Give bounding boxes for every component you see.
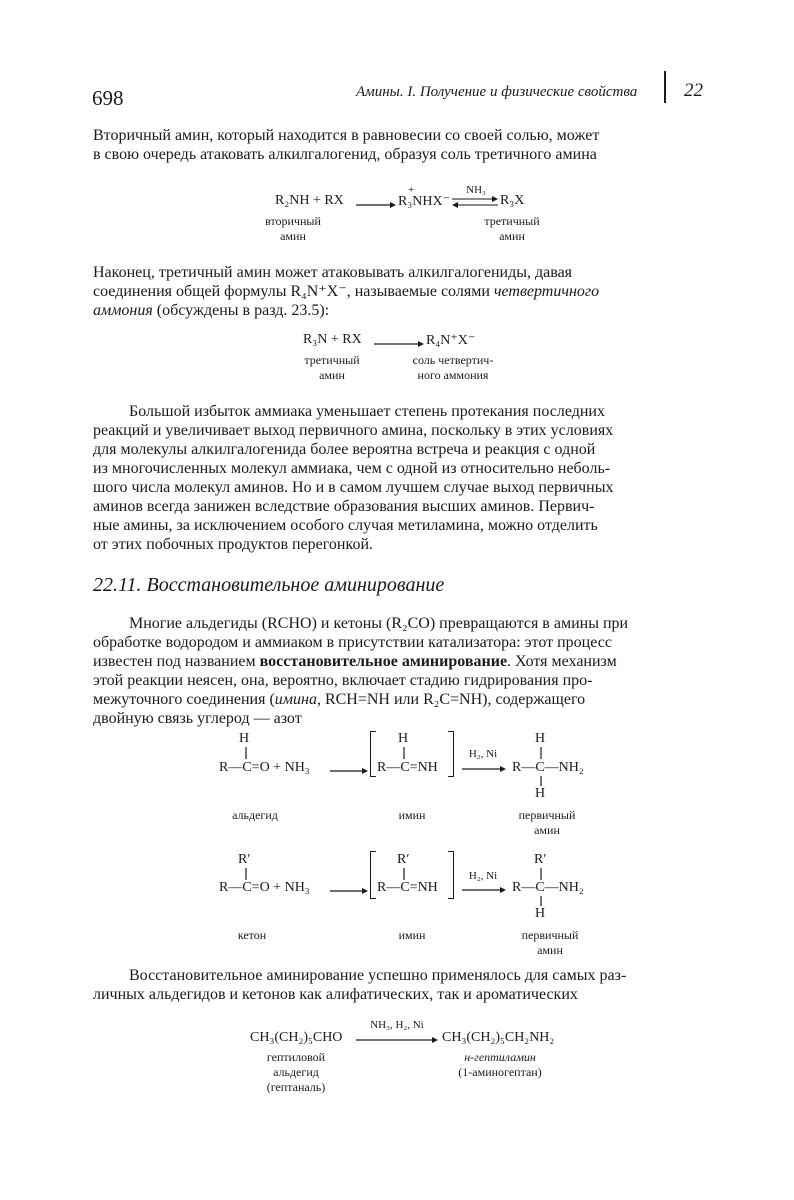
eq3-right: CH₃(CH₂)₅CH₂NH₂ [442, 1030, 555, 1045]
eq2-label-right-2: ного аммония [417, 368, 489, 382]
eq1-label-right-2: амин [499, 229, 525, 243]
s1-imine: R—C=NH [377, 760, 438, 775]
eq3-label-right [445, 1050, 555, 1080]
eq2-label-left-1: третичный [304, 353, 360, 367]
para3-line-7: ные амины, за исключением особого случая метиламина, можно отделить [93, 517, 598, 534]
eq2-arrow [374, 340, 424, 348]
eq3-reagent: NH₃, H₂, Ni [370, 1019, 424, 1031]
s1-reactants: R—C=O + NH₃ [219, 760, 310, 775]
s2-label-amine [510, 928, 590, 958]
eq2-left: R₃N + RX [303, 332, 362, 347]
s2-bond-vertical [245, 868, 247, 880]
s2-reagent: H₂, Ni [468, 870, 498, 882]
eq2-label-left [292, 353, 372, 383]
para5-line-2: личных альдегидов и кетонов как алифатических, так и ароматических [93, 986, 578, 1003]
eq3-label-right-1: н-гептиламин [464, 1050, 536, 1064]
s1-reagent: H₂, Ni [468, 748, 498, 760]
s2-product-bond-top [540, 868, 542, 880]
para2-line-1: Наконец, третичный амин может атаковывать алкилгалогениды, давая [93, 264, 573, 281]
para4-line-5-text: межуточного соединения ( [93, 691, 275, 708]
s1-top-substituent: H [239, 731, 250, 746]
section-heading: 22.11. Восстановительное аминирование [93, 574, 445, 596]
eq1-arrow [356, 201, 396, 209]
s2-product-top: R′ [534, 852, 547, 867]
para4-line-3-text: известен под названием [93, 653, 260, 670]
para3-line-8: от этих побочных продуктов перегонкой. [93, 536, 374, 553]
s1-arrow-1 [330, 767, 368, 775]
para2-line-3-text: (обсуждены в разд. 23.5): [152, 302, 330, 319]
para4-line-6: двойную связь углерод — азот [93, 710, 302, 727]
s1-product-bond-bottom [540, 776, 542, 786]
para3-line-3: для молекулы алкилгалогенида более вероятна встреча и реакция с одной [93, 441, 596, 458]
eq1-reagent: NH₃ [466, 184, 486, 196]
eq3-arrow [356, 1036, 438, 1044]
para4-line-3-tail: . Хотя механизм [507, 653, 617, 670]
paragraph-2 [93, 263, 708, 320]
para2-line-2-italic: четвертичного [493, 283, 600, 300]
eq1-middle: R₃NHX⁻ [398, 194, 450, 209]
para4-line-1: Многие альдегиды (RCHO) и кетоны (R₂CO) превращаются в амины при [129, 615, 629, 632]
s1-label-imine: имин [398, 808, 426, 822]
para3-line-5: шого числа молекул аминов. Но и в самом лучшем случае выход первичных [93, 479, 614, 496]
eq3-label-left [248, 1050, 344, 1095]
s1-label-amine-2: амин [534, 823, 560, 837]
s1-product: R—C—NH₂ [512, 760, 584, 775]
paragraph-1 [93, 126, 708, 164]
s2-bracket-left [370, 851, 376, 899]
eq1-left: R₂NH + RX [275, 193, 344, 208]
para4-line-5-italic: имина, [274, 691, 321, 708]
s2-arrow-2 [462, 886, 506, 894]
s2-product-bond-bottom [540, 896, 542, 906]
eq3-label-right-2: (1-аминогептан) [458, 1065, 542, 1079]
s2-arrow-1 [330, 887, 368, 895]
para4-line-5-tail: RCH=NH или R₂C=NH), содержащего [320, 691, 586, 708]
para5-line-1: Восстановительное аминирование успешно применялось для самых раз- [129, 967, 627, 984]
s2-imine-substituent: R′ [397, 852, 410, 867]
s1-bond-vertical [245, 747, 247, 759]
s2-product: R—C—NH₂ [512, 880, 584, 895]
eq2-label-left-2: амин [319, 368, 345, 382]
para2-line-2-text: соединения общей формулы R₄N⁺X⁻, называемые солями [93, 283, 494, 300]
s2-reactants: R—C=O + NH₃ [219, 880, 310, 895]
s1-product-bond-top [540, 747, 542, 759]
para4-line-3 [93, 652, 708, 671]
para4-line-3-bold: восстановительное аминирование [259, 653, 508, 670]
s2-label-amine-2: амин [537, 943, 563, 957]
para1-line-2: в свою очередь атаковать алкилгалогенид, образуя соль третичного амина [93, 146, 597, 163]
para3-line-2: реакций и увеличивает выход первичного амина, поскольку в этих условиях [93, 422, 614, 439]
eq1-label-right-1: третичный [484, 214, 540, 228]
eq1-label-left [253, 214, 333, 244]
s1-arrow-2 [462, 765, 506, 773]
s1-bracket-right [448, 731, 454, 777]
para4-line-5 [93, 690, 708, 709]
s1-label-amine-1: первичный [518, 808, 576, 822]
para3-line-4: из многочисленных молекул аммиака, чем с одной из относительно неболь- [93, 460, 611, 477]
para4-line-4: этой реакции неясен, она, вероятно, включает стадию гидрирования про- [93, 672, 593, 689]
s2-imine-bond [403, 868, 405, 880]
para4-line-2: обработке водородом и аммиаком в присутствии катализатора: этот процесс [93, 634, 612, 651]
s2-label-amine-1: первичный [521, 928, 579, 942]
chapter-number: 22 [684, 80, 703, 101]
eq3-left: CH₃(CH₂)₅CHO [250, 1030, 343, 1045]
eq1-equilibrium-arrow [452, 196, 498, 208]
para3-line-6: аминов всегда занижен вследствие образования высших аминов. Первич- [93, 498, 595, 515]
eq1-right: R₃X [500, 193, 525, 208]
s2-top-substituent: R′ [238, 852, 251, 867]
eq3-label-left-1: гептиловой [266, 1050, 326, 1064]
s1-bracket-left [370, 731, 376, 777]
eq2-right: R₄N⁺X⁻ [426, 333, 476, 348]
header-divider [664, 71, 666, 103]
running-title: Амины. I. Получение и физические свойства [356, 84, 638, 100]
eq1-label-right [472, 214, 552, 244]
para3-line-1: Большой избыток аммиака уменьшает степень протекания последних [129, 403, 605, 420]
para2-line-3 [93, 301, 708, 320]
page-number: 698 [92, 86, 124, 110]
s2-label-imine: имин [398, 928, 426, 942]
eq2-label-right [398, 353, 508, 383]
s1-product-bottom: H [535, 786, 546, 801]
s1-label-amine [507, 808, 587, 838]
eq1-label-left-1: вторичный [265, 214, 321, 228]
s2-bracket-right [448, 851, 454, 899]
para2-line-3-italic: аммония [93, 302, 153, 319]
s2-imine: R—C=NH [377, 880, 438, 895]
eq3-label-left-2: альдегид [273, 1065, 319, 1079]
paragraph-5 [93, 966, 708, 1004]
eq1-charge: + [408, 184, 415, 196]
s2-label-ketone: кетон [237, 928, 267, 942]
s1-label-aldehyde: альдегид [232, 808, 278, 822]
s1-imine-bond [403, 747, 405, 759]
paragraph-4 [93, 614, 708, 728]
paragraph-3 [93, 402, 708, 554]
s1-imine-substituent: H [398, 731, 409, 746]
eq1-label-left-2: амин [280, 229, 306, 243]
para1-line-1: Вторичный амин, который находится в равновесии со своей солью, может [93, 127, 600, 144]
eq2-label-right-1: соль четвертич- [412, 353, 494, 367]
para2-line-2 [93, 282, 708, 301]
s2-product-bottom: H [535, 906, 546, 921]
s1-product-top: H [535, 731, 546, 746]
eq3-label-left-3: (гептаналь) [266, 1080, 326, 1094]
